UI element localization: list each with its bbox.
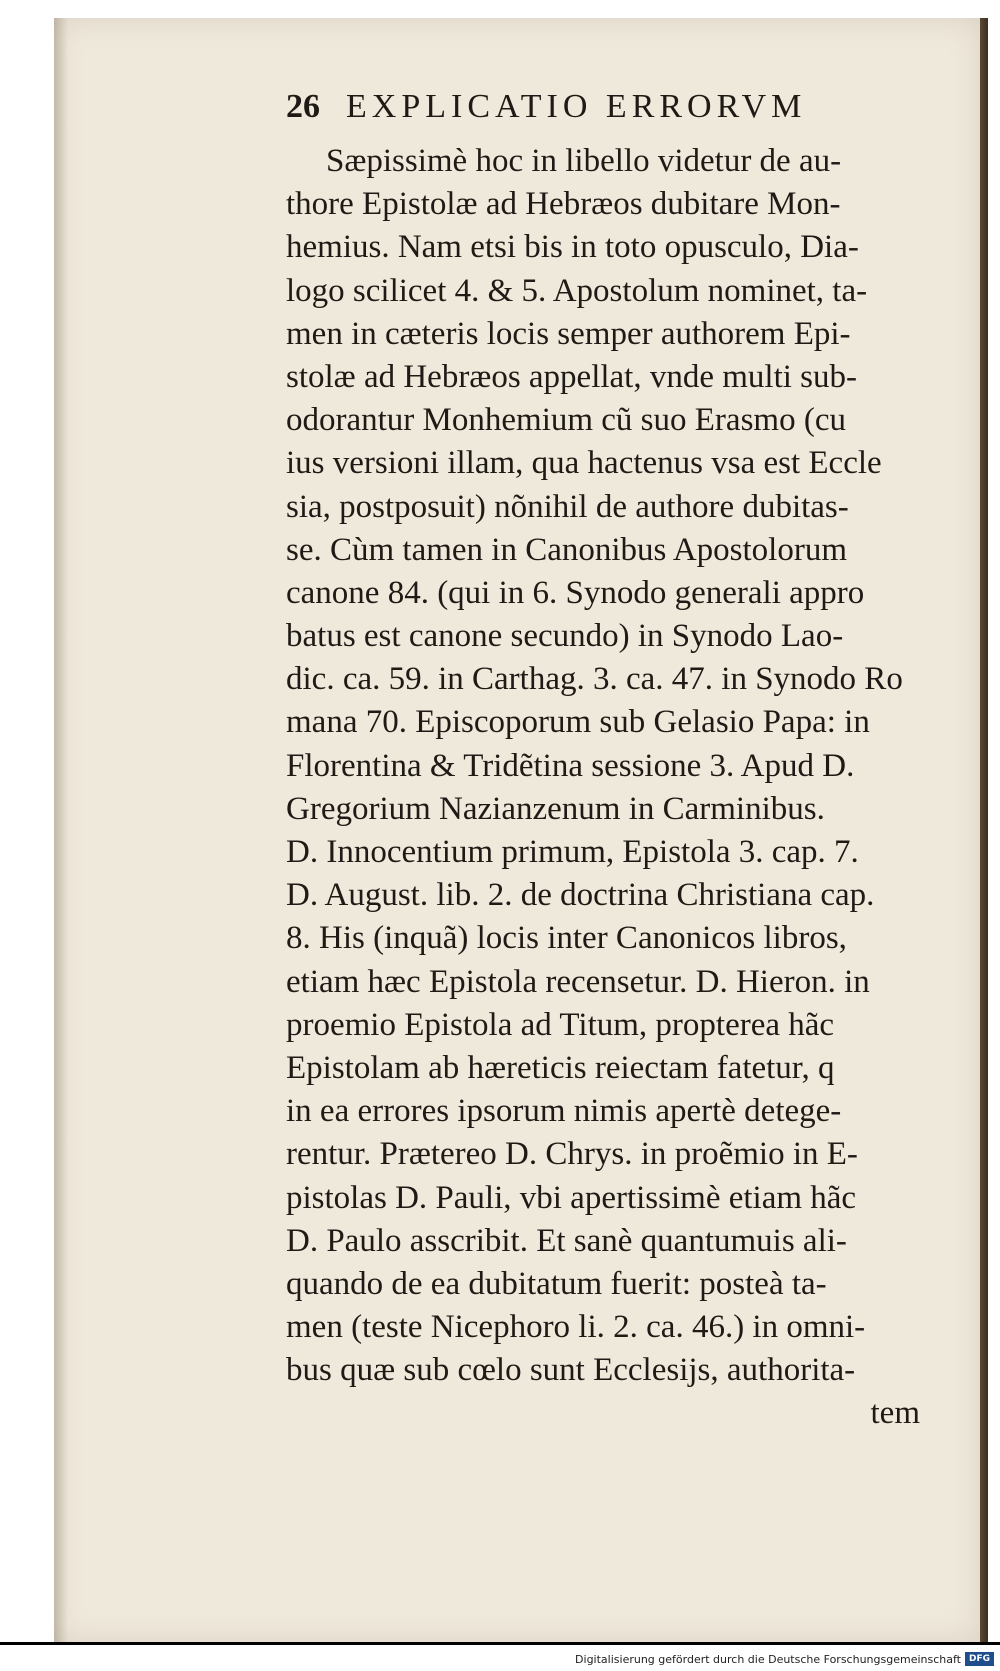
text-line: hemius. Nam etsi bis in toto opusculo, Dia-: [286, 229, 859, 266]
footer-bar: [0, 1647, 1000, 1671]
text-line: Sæpissimè hoc in libello videtur de au-: [326, 143, 842, 179]
body-text: [286, 140, 920, 1392]
text-line: rentur. Prætereo D. Chrys. in proẽmio in E-: [286, 1136, 858, 1173]
text-line: proemio Epistola ad Titum, propterea hãc: [286, 1006, 835, 1043]
text-line: logo scilicet 4. & 5. Apostolum nominet, ta-: [286, 272, 868, 309]
text-line: odorantur Monhemium cũ suo Erasmo (cu: [286, 402, 846, 439]
scan-border: [0, 1642, 1000, 1645]
scan-margin-right: [988, 0, 1000, 1646]
text-line: etiam hæc Epistola recensetur. D. Hieron. in: [286, 963, 870, 1000]
text-line: pistolas D. Pauli, vbi apertissimè etiam hãc: [286, 1179, 857, 1216]
page-header: [286, 88, 920, 140]
text-line: canone 84. (qui in 6. Synodo generali appro: [286, 574, 865, 611]
text-line: men in cæteris locis semper authorem Epi-: [286, 315, 851, 352]
text-line: D. Paulo asscribit. Et sanè quantumuis ali-: [286, 1222, 847, 1259]
dfg-logo: DFG: [965, 1652, 994, 1666]
text-line: Epistolam ab hæreticis reiectam fatetur, q: [286, 1049, 835, 1086]
text-line: Gregorium Nazianzenum in Carminibus.: [286, 790, 825, 827]
catchword: tem: [870, 1395, 920, 1432]
text-line: mana 70. Episcoporum sub Gelasio Papa: in: [286, 704, 870, 741]
text-line: dic. ca. 59. in Carthag. 3. ca. 47. in Synodo Ro: [286, 661, 903, 698]
text-line: D. August. lib. 2. de doctrina Christiana cap.: [286, 877, 875, 914]
text-line: stolæ ad Hebræos appellat, vnde multi sub-: [286, 358, 858, 395]
page-number: 26: [286, 88, 320, 125]
text-line: se. Cùm tamen in Canonibus Apostolorum: [286, 531, 847, 568]
text-line: ius versioni illam, qua hactenus vsa est Eccle: [286, 445, 882, 482]
gutter-shadow: [54, 18, 68, 1643]
text-line: quando de ea dubitatum fuerit: posteà ta-: [286, 1265, 827, 1302]
text-line: sia, postposuit) nõnihil de authore dubitas-: [286, 488, 849, 525]
running-title: EXPLICATIO ERRORVM: [346, 88, 807, 125]
text-line: thore Epistolæ ad Hebræos dubitare Mon-: [286, 186, 841, 223]
text-line: Florentina & Tridẽtina sessione 3. Apud D.: [286, 747, 855, 784]
text-line: batus est canone secundo) in Synodo Lao-: [286, 618, 844, 655]
footer-credit: Digitalisierung gefördert durch die Deutsche Forschungsgemeinschaft: [575, 1652, 961, 1666]
text-line: 8. His (inquã) locis inter Canonicos libros,: [286, 920, 847, 957]
text-block: [286, 88, 920, 1435]
text-line: bus quæ sub cœlo sunt Ecclesijs, authorita-: [286, 1352, 856, 1389]
page-edge: [980, 18, 988, 1643]
text-line: in ea errores ipsorum nimis apertè detege-: [286, 1093, 842, 1130]
text-line: D. Innocentium primum, Epistola 3. cap. 7.: [286, 834, 859, 870]
text-line: men (teste Nicephoro li. 2. ca. 46.) in omni-: [286, 1309, 866, 1346]
